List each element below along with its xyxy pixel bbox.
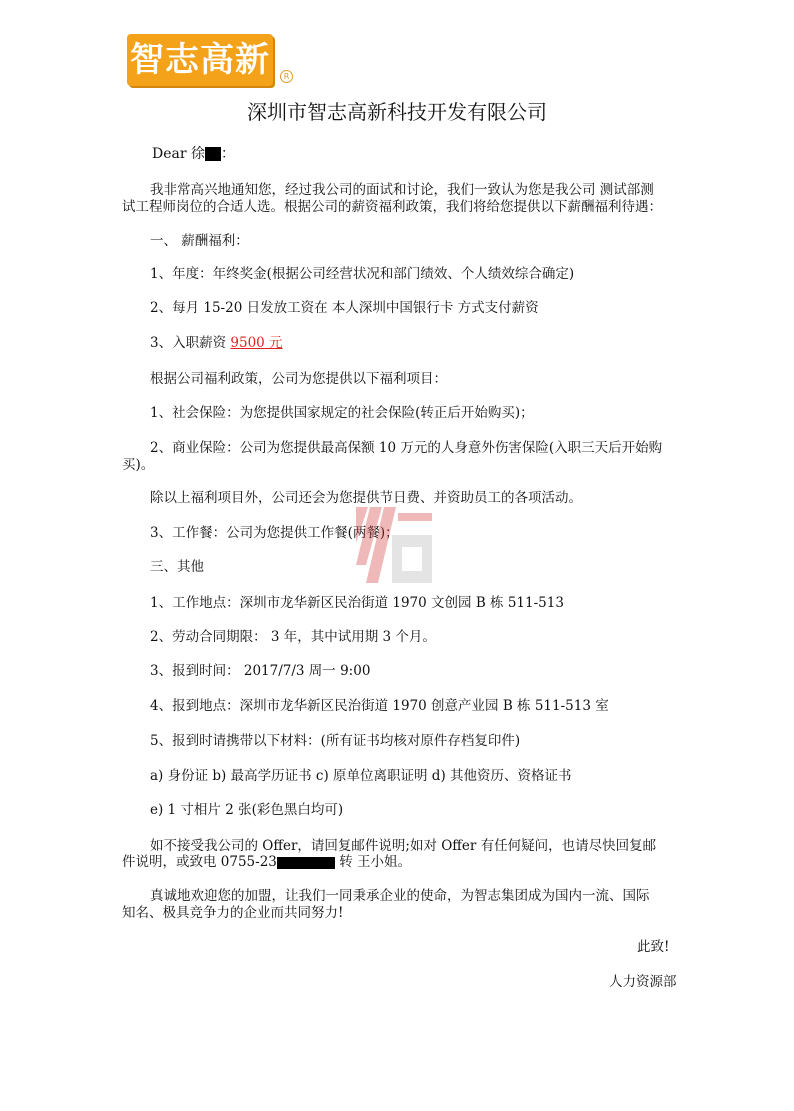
benefit-meal: 3、工作餐：公司为您提供工作餐(两餐)； xyxy=(150,525,399,541)
welcome-line-2: 知名、极具竞争力的企业而共同努力! xyxy=(122,905,344,921)
watermark-logo xyxy=(352,503,436,587)
item-annual-bonus: 1、年度：年终奖金(根据公司经营状况和部门绩效、个人绩效综合确定) xyxy=(150,266,575,282)
registered-mark-icon: R xyxy=(280,70,293,83)
closing: 此致! xyxy=(637,939,670,955)
other-report-location: 4、报到地点：深圳市龙华新区民治街道 1970 创意产业园 B 栋 511-513 室 xyxy=(150,698,609,714)
other-materials: 5、报到时请携带以下材料：(所有证书均核对原件存档复印件) xyxy=(150,733,521,749)
salary-label: 3、入职薪资 xyxy=(150,335,231,351)
other-work-location: 1、工作地点：深圳市龙华新区民治街道 1970 文创园 B 栋 511-513 xyxy=(150,595,564,611)
intro-line-2: 试工程师岗位的合适人选。根据公司的薪资福利政策，我们将给您提供以下薪酬福利待遇： xyxy=(122,199,662,215)
greeting-dear: Dear xyxy=(152,146,187,162)
decline-line-2 xyxy=(122,853,411,872)
materials-list-2: e) 1 寸相片 2 张(彩色黑白均可) xyxy=(150,802,344,818)
benefit-commercial-insurance: 2、商业保险：公司为您提供最高保额 10 万元的人身意外伤害保险(入职三天后开始购 xyxy=(150,440,663,456)
extra-benefits: 除以上福利项目外，公司还会为您提供节日费、并资助员工的各项活动。 xyxy=(150,490,582,506)
redaction-box xyxy=(205,147,221,161)
other-contract-term: 2、劳动合同期限： 3 年，其中试用期 3 个月。 xyxy=(150,629,436,645)
greeting xyxy=(152,145,235,164)
welcome-line-1: 真诚地欢迎您的加盟，让我们一同秉承企业的使命，为智志集团成为国内一流、国际 xyxy=(150,888,650,904)
item-pay-date: 2、每月 15-20 日发放工资在 本人深圳中国银行卡 方式支付薪资 xyxy=(150,300,539,316)
intro-line-1: 我非常高兴地通知您，经过我公司的面试和讨论，我们一致认为您是我公司 测试部测 xyxy=(150,182,654,198)
salary-value: 9500 元 xyxy=(230,335,283,351)
item-salary xyxy=(150,334,283,353)
greeting-name: 徐 xyxy=(191,146,206,162)
benefit-social-insurance: 1、社会保险：为您提供国家规定的社会保险(转正后开始购买)； xyxy=(150,405,534,421)
logo-text: 智志高新 xyxy=(127,34,273,86)
company-logo xyxy=(127,34,273,86)
section-compensation: 一、 薪酬福利： xyxy=(150,233,249,249)
materials-list-1: a) 身份证 b) 最高学历证书 c) 原单位离职证明 d) 其他资历、资格证书 xyxy=(150,768,572,784)
benefit-commercial-insurance-cont: 买)。 xyxy=(122,457,155,473)
greeting-suffix: ： xyxy=(221,146,236,162)
section-other: 三、其他 xyxy=(150,559,204,575)
company-title: 深圳市智志高新科技开发有限公司 xyxy=(247,100,547,124)
benefits-intro: 根据公司福利政策，公司为您提供以下福利项目： xyxy=(150,371,447,387)
decline-phone-prefix: 件说明，或致电 0755-23 xyxy=(122,854,277,870)
redaction-box xyxy=(277,857,335,869)
decline-line-1: 如不接受我公司的 Offer，请回复邮件说明;如对 Offer 有任何疑问，也请尽快回复邮 xyxy=(150,838,657,854)
signature-department: 人力资源部 xyxy=(609,974,677,990)
decline-contact: 转 王小姐。 xyxy=(339,854,411,870)
other-report-time: 3、报到时间： 2017/7/3 周一 9:00 xyxy=(150,663,371,679)
